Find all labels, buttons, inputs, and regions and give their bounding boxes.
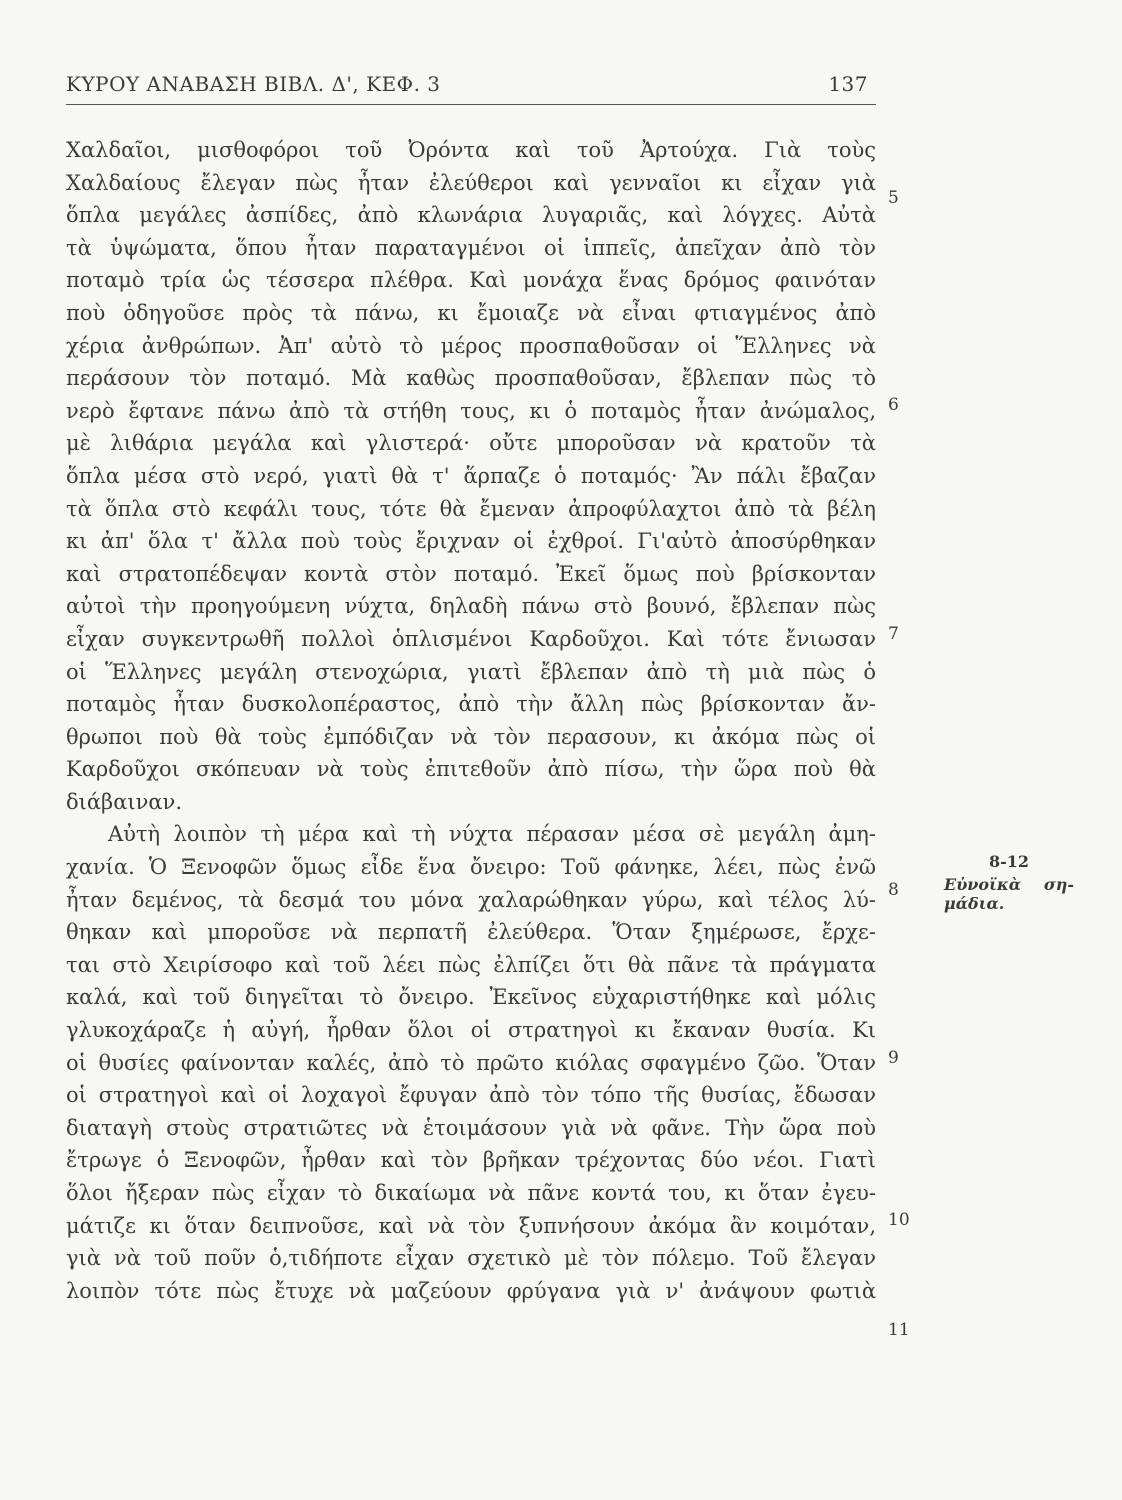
text-line: ποταμὸς ἦταν δυσκολοπέραστος, ἀπὸ τὴν ἄλλη πὼς βρίσκονταν ἄν- [66,692,876,717]
text-line: Καρδοῦχοι σκόπευαν νὰ τοὺς ἐπιτεθοῦν ἀπὸ πίσω, τὴν ὥρα ποὺ θὰ [66,757,876,782]
text-line: λοιπὸν τότε πὼς ἔτυχε νὰ μαζεύουν φρύγανα γιὰ ν' ἀνάψουν φωτιὰ [66,1278,876,1303]
text-line: γιὰ νὰ τοῦ ποῦν ὁ,τιδήποτε εἶχαν σχετικὸ μὲ τὸν πόλεμο. Τοῦ ἔλεγαν [66,1246,876,1271]
text-line: ποὺ ὁδηγοῦσε πρὸς τὰ πάνω, κι ἔμοιαζε νὰ εἶναι φτιαγμένος ἀπὸ [66,300,876,325]
text-line: καλά, καὶ τοῦ διηγεῖται τὸ ὄνειρο. Ἐκεῖνος εὐχαριστήθηκε καὶ μόλις [66,985,876,1010]
text-line: ἦταν δεμένος, τὰ δεσμά του μόνα χαλαρώθηκαν γύρω, καὶ τέλος λύ- [66,887,876,912]
text-line: Χαλδαῖοι, μισθοφόροι τοῦ Ὀρόντα καὶ τοῦ Ἀρτούχα. Γιὰ τοὺς [66,138,876,162]
side-note-range: 8-12 [988,852,1030,871]
text-line: Χαλδαίους ἔλεγαν πὼς ἦταν ἐλεύθεροι καὶ γενναῖοι κι εἶχαν γιὰ [66,170,876,195]
section-number: 7 [888,624,899,644]
text-line: θηκαν καὶ μποροῦσε νὰ περπατῆ ἐλεύθερα. Ὅταν ξημέρωσε, ἔρχε- [66,920,876,945]
side-note-line: μάδια. [944,894,1005,913]
page-number: 137 [828,72,868,96]
text-line: οἱ Ἕλληνες μεγάλη στενοχώρια, γιατὶ ἔβλεπαν ἀπὸ τὴ μιὰ πὼς ὁ [66,659,876,684]
body-text [66,134,876,1307]
text-line: οἱ στρατηγοὶ καὶ οἱ λοχαγοὶ ἔφυγαν ἀπὸ τὸν τόπο τῆς θυσίας, ἔδωσαν [66,1083,876,1108]
text-line: ἔτρωγε ὁ Ξενοφῶν, ἦρθαν καὶ τὸν βρῆκαν τρέχοντας δύο νέοι. Γιατὶ [66,1148,876,1173]
side-note-line: Εὐνοϊκὰ ση- [944,875,1074,894]
running-header [66,68,876,105]
text-line: ποταμὸ τρία ὡς τέσσερα πλέθρα. Καὶ μονάχα ἕνας δρόμος φαινόταν [66,268,876,293]
text-line: καὶ στρατοπέδεψαν κοντὰ στὸν ποταμό. Ἐκεῖ ὅμως ποὺ βρίσκονταν [66,561,876,586]
text-line: μὲ λιθάρια μεγάλα καὶ γλιστερά· οὔτε μποροῦσαν νὰ κρατοῦν τὰ [66,431,876,456]
text-line: γλυκοχάραζε ἡ αὐγή, ἦρθαν ὅλοι οἱ στρατηγοὶ κι ἔκαναν θυσία. Κι [66,1018,876,1043]
text-line: εἶχαν συγκεντρωθῆ πολλοὶ ὁπλισμένοι Καρδοῦχοι. Καὶ τότε ἔνιωσαν [66,626,876,651]
section-number: 8 [888,880,899,900]
text-line: μάτιζε κι ὅταν δειπνοῦσε, καὶ νὰ τὸν ξυπνήσουν ἀκόμα ἂν κοιμόταν, [66,1213,876,1238]
text-line: αὐτοὶ τὴν προηγούμενη νύχτα, δηλαδὴ πάνω στὸ βουνό, ἔβλεπαν πὼς [66,594,876,619]
section-number: 6 [888,395,899,415]
side-note [944,852,1074,913]
section-number: 5 [888,188,899,208]
text-line: θρωποι ποὺ θὰ τοὺς ἐμπόδιζαν νὰ τὸν περασουν, κι ἀκόμα πὼς οἱ [66,724,876,749]
text-line: ται στὸ Χειρίσοφο καὶ τοῦ λέει πὼς ἐλπίζει ὅτι θὰ πᾶνε τὰ πράγματα [66,952,876,977]
text-line: τὰ ὑψώματα, ὅπου ἦταν παραταγμένοι οἱ ἱππεῖς, ἀπεῖχαν ἀπὸ τὸν [66,235,876,260]
text-line: νερὸ ἔφτανε πάνω ἀπὸ τὰ στήθη τους, κι ὁ ποταμὸς ἦταν ἀνώμαλος, [66,398,876,423]
text-line: κι ἀπ' ὅλα τ' ἄλλα ποὺ τοὺς ἔριχναν οἱ ἐχθροί. Γι'αὐτὸ ἀποσύρθηκαν [66,529,876,554]
section-number: 10 [888,1210,910,1230]
section-number: 11 [888,1320,910,1340]
text-line: οἱ θυσίες φαίνονταν καλές, ἀπὸ τὸ πρῶτο κιόλας σφαγμένο ζῶο. Ὅταν [66,1050,876,1075]
text-line: διαταγὴ στοὺς στρατιῶτες νὰ ἑτοιμάσουν γιὰ νὰ φᾶνε. Τὴν ὥρα ποὺ [66,1115,876,1140]
text-line: τὰ ὅπλα στὸ κεφάλι τους, τότε θὰ ἔμεναν ἀπροφύλαχτοι ἀπὸ τὰ βέλη [66,496,876,521]
text-line: ὅλοι ἤξεραν πὼς εἶχαν τὸ δικαίωμα νὰ πᾶνε κοντά του, κι ὅταν ἐγευ- [66,1181,876,1205]
text-line: χανία. Ὁ Ξενοφῶν ὅμως εἶδε ἕνα ὄνειρο: Τοῦ φάνηκε, λέει, πὼς ἐνῶ [66,855,876,880]
text-line: ὅπλα μέσα στὸ νερό, γιατὶ θὰ τ' ἅρπαζε ὁ ποταμός· Ἂν πάλι ἔβαζαν [66,463,876,488]
text-line: περάσουν τὸν ποταμό. Μὰ καθὼς προσπαθοῦσαν, ἔβλεπαν πὼς τὸ [66,366,876,391]
text-line: ὅπλα μεγάλες ἀσπίδες, ἀπὸ κλωνάρια λυγαριᾶς, καὶ λόγχες. Αὐτὰ [66,203,876,228]
running-title: ΚΥΡΟΥ ΑΝΑΒΑΣΗ ΒΙΒΛ. Δ', ΚΕΦ. 3 [66,72,441,96]
text-line: Αὐτὴ λοιπὸν τὴ μέρα καὶ τὴ νύχτα πέρασαν μέσα σὲ μεγάλη ἀμη- [108,822,876,847]
text-line: χέρια ἀνθρώπων. Ἀπ' αὐτὸ τὸ μέρος προσπαθοῦσαν οἱ Ἕλληνες νὰ [66,333,876,358]
section-number: 9 [888,1048,899,1068]
text-line: διάβαιναν. [66,789,183,814]
